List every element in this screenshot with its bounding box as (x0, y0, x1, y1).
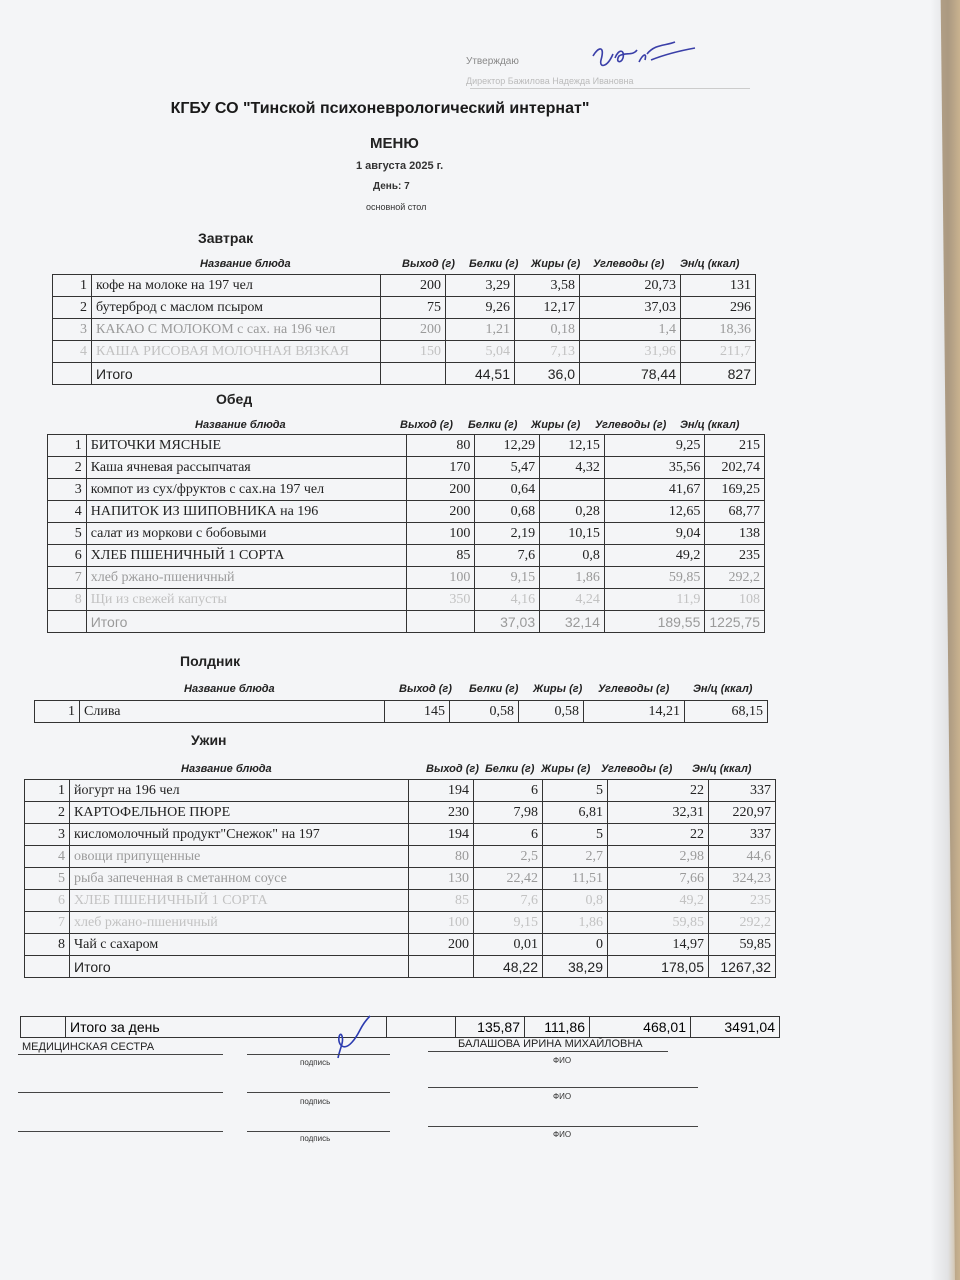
sign-line (247, 1092, 390, 1093)
total-blank (409, 956, 474, 978)
col-out: Выход (г) (402, 258, 455, 270)
dish-energy: 324,23 (709, 868, 776, 890)
row-number: 4 (53, 341, 92, 363)
total-row (25, 956, 776, 978)
dish-name: кисломолочный продукт"Снежок" на 197 (70, 824, 409, 846)
row-number: 1 (48, 435, 87, 457)
table-row (48, 545, 765, 567)
total-protein: 48,22 (474, 956, 543, 978)
day-total-fat: 111,86 (525, 1017, 590, 1038)
col-protein: Белки (г) (469, 683, 519, 695)
col-carbs: Углеводы (г) (598, 683, 670, 695)
dish-carbs: 49,2 (604, 545, 705, 567)
dish-output: 230 (409, 802, 474, 824)
row-number: 8 (48, 589, 87, 611)
dish-name: КАША РИСОВАЯ МОЛОЧНАЯ ВЯЗКАЯ (92, 341, 381, 363)
col-protein: Белки (г) (469, 258, 519, 270)
col-fat: Жиры (г) (533, 683, 583, 695)
col-protein: Белки (г) (468, 419, 518, 431)
dish-fat: 5 (543, 780, 608, 802)
dish-fat: 11,51 (543, 868, 608, 890)
row-number: 8 (25, 934, 70, 956)
dish-protein: 7,98 (474, 802, 543, 824)
day-total-label: Итого за день (66, 1017, 387, 1038)
dish-protein: 22,42 (474, 868, 543, 890)
row-number: 3 (48, 479, 87, 501)
table-row (25, 802, 776, 824)
dish-carbs: 12,65 (604, 501, 705, 523)
row-number: 6 (25, 890, 70, 912)
dinner-table (24, 779, 776, 978)
fio-caption: ФИО (553, 1130, 572, 1139)
dish-fat: 1,86 (543, 912, 608, 934)
dish-name: Слива (80, 701, 385, 723)
dish-fat: 12,17 (515, 297, 580, 319)
dish-carbs: 49,2 (608, 890, 709, 912)
dish-carbs: 9,04 (604, 523, 705, 545)
dish-name: ХЛЕБ ПШЕНИЧНЫЙ 1 СОРТА (86, 545, 406, 567)
dish-carbs: 20,73 (580, 275, 681, 297)
dish-output: 100 (406, 567, 475, 589)
table-row (53, 319, 756, 341)
dish-protein: 6 (474, 780, 543, 802)
col-out: Выход (г) (399, 683, 452, 695)
dish-protein: 9,26 (446, 297, 515, 319)
dish-output: 200 (381, 319, 446, 341)
dish-protein: 0,01 (474, 934, 543, 956)
col-energy: Эн/ц (ккал) (680, 258, 740, 270)
dish-name: хлеб ржано-пшеничный (70, 912, 409, 934)
dish-energy: 59,85 (709, 934, 776, 956)
dish-carbs: 14,97 (608, 934, 709, 956)
row-number: 1 (35, 701, 80, 723)
col-carbs: Углеводы (г) (593, 258, 665, 270)
sign-line (428, 1087, 698, 1088)
dish-name: КАРТОФЕЛЬНОЕ ПЮРЕ (70, 802, 409, 824)
table-row (53, 341, 756, 363)
total-carbs: 189,55 (604, 611, 705, 633)
table-row (53, 297, 756, 319)
sign-caption: подпись (300, 1134, 331, 1143)
row-number: 4 (25, 846, 70, 868)
sign-caption: подпись (300, 1097, 331, 1106)
dish-output: 194 (409, 824, 474, 846)
row-number: 2 (48, 457, 87, 479)
dish-output: 200 (406, 479, 475, 501)
dish-protein: 0,68 (475, 501, 540, 523)
total-energy: 827 (681, 363, 756, 385)
col-name: Название блюда (184, 683, 275, 695)
sign-caption: подпись (300, 1058, 331, 1067)
row-number: 7 (25, 912, 70, 934)
col-fat: Жиры (г) (541, 763, 591, 775)
row-number: 3 (53, 319, 92, 341)
dish-fat: 10,15 (540, 523, 605, 545)
table-row (25, 824, 776, 846)
dish-carbs: 9,25 (604, 435, 705, 457)
lunch-title: Обед (216, 391, 253, 407)
dish-name: БИТОЧКИ МЯСНЫЕ (86, 435, 406, 457)
col-protein: Белки (г) (485, 763, 535, 775)
total-blank (48, 611, 87, 633)
dish-energy: 131 (681, 275, 756, 297)
dish-output: 85 (406, 545, 475, 567)
dish-energy: 68,77 (705, 501, 765, 523)
table-row (48, 457, 765, 479)
page-title: МЕНЮ (370, 135, 419, 152)
table-row (48, 567, 765, 589)
row-number: 4 (48, 501, 87, 523)
dish-energy: 235 (705, 545, 765, 567)
dish-output: 75 (381, 297, 446, 319)
dish-energy: 337 (709, 780, 776, 802)
dish-name: хлеб ржано-пшеничный (86, 567, 406, 589)
dish-energy: 202,74 (705, 457, 765, 479)
col-carbs: Углеводы (г) (595, 419, 667, 431)
dish-carbs: 22 (608, 824, 709, 846)
director-signature (585, 38, 705, 78)
table-row (25, 890, 776, 912)
dish-fat: 6,81 (543, 802, 608, 824)
director-line: Директор Бажилова Надежда Ивановна (466, 76, 634, 86)
sign-line (247, 1054, 390, 1055)
col-out: Выход (г) (400, 419, 453, 431)
approval-underline (470, 88, 750, 89)
table-row (48, 589, 765, 611)
dish-energy: 68,15 (685, 701, 768, 723)
dish-protein: 0,64 (475, 479, 540, 501)
dish-carbs: 59,85 (608, 912, 709, 934)
total-blank (381, 363, 446, 385)
fio-caption: ФИО (553, 1056, 572, 1065)
dish-fat: 2,7 (543, 846, 608, 868)
total-label: Итого (70, 956, 409, 978)
day-total-protein: 135,87 (456, 1017, 525, 1038)
sign-line (18, 1131, 223, 1132)
dish-protein: 0,58 (450, 701, 519, 723)
dish-output: 100 (409, 912, 474, 934)
dish-energy: 296 (681, 297, 756, 319)
dish-carbs: 35,56 (604, 457, 705, 479)
dish-name: компот из сух/фруктов с сах.на 197 чел (86, 479, 406, 501)
dish-name: НАПИТОК ИЗ ШИПОВНИКА на 196 (86, 501, 406, 523)
dish-name: Каша ячневая рассыпчатая (86, 457, 406, 479)
col-name: Название блюда (200, 258, 291, 270)
total-fat: 38,29 (543, 956, 608, 978)
row-number: 3 (25, 824, 70, 846)
total-blank (53, 363, 92, 385)
dish-name: овощи припущенные (70, 846, 409, 868)
total-row (48, 611, 765, 633)
paper-edge (930, 0, 960, 1280)
snack-table (34, 700, 768, 723)
table-row (25, 780, 776, 802)
dish-output: 80 (406, 435, 475, 457)
dish-energy: 169,25 (705, 479, 765, 501)
table-row (25, 934, 776, 956)
dish-protein: 9,15 (474, 912, 543, 934)
sign-line (428, 1126, 698, 1127)
dish-output: 200 (406, 501, 475, 523)
total-energy: 1225,75 (705, 611, 765, 633)
dinner-title: Ужин (191, 732, 227, 748)
dish-output: 85 (409, 890, 474, 912)
dish-name: кофе на молоке на 197 чел (92, 275, 381, 297)
col-name: Название блюда (181, 763, 272, 775)
table-row (35, 701, 768, 723)
total-fat: 36,0 (515, 363, 580, 385)
total-fat: 32,14 (540, 611, 605, 633)
dish-name: КАКАО С МОЛОКОМ с сах. на 196 чел (92, 319, 381, 341)
dish-protein: 6 (474, 824, 543, 846)
sign-line (247, 1131, 390, 1132)
col-energy: Эн/ц (ккал) (693, 683, 753, 695)
col-out: Выход (г) (426, 763, 479, 775)
dish-name: рыба запеченная в сметанном соусе (70, 868, 409, 890)
row-number: 2 (53, 297, 92, 319)
dish-name: ХЛЕБ ПШЕНИЧНЫЙ 1 СОРТА (70, 890, 409, 912)
dish-fat: 0,58 (519, 701, 584, 723)
col-energy: Эн/ц (ккал) (692, 763, 752, 775)
dish-carbs: 31,96 (580, 341, 681, 363)
approval-label: Утверждаю (466, 56, 519, 67)
dish-output: 200 (409, 934, 474, 956)
dish-name: бутерброд с маслом псыром (92, 297, 381, 319)
dish-fat: 4,32 (540, 457, 605, 479)
dish-fat: 1,86 (540, 567, 605, 589)
sign-line (428, 1051, 668, 1052)
total-protein: 44,51 (446, 363, 515, 385)
sign-line (18, 1054, 223, 1055)
row-number: 7 (48, 567, 87, 589)
table-row (48, 435, 765, 457)
dish-energy: 292,2 (705, 567, 765, 589)
dish-fat: 0,8 (540, 545, 605, 567)
sign-line (18, 1092, 223, 1093)
dish-output: 350 (406, 589, 475, 611)
day-total-energy: 3491,04 (691, 1017, 780, 1038)
dish-output: 130 (409, 868, 474, 890)
col-name: Название блюда (195, 419, 286, 431)
dish-protein: 7,6 (474, 890, 543, 912)
total-protein: 37,03 (475, 611, 540, 633)
total-label: Итого (92, 363, 381, 385)
dish-fat: 3,58 (515, 275, 580, 297)
table-row (48, 523, 765, 545)
dish-energy: 18,36 (681, 319, 756, 341)
dish-carbs: 11,9 (604, 589, 705, 611)
breakfast-table (52, 274, 756, 385)
dish-fat: 0,28 (540, 501, 605, 523)
row-number: 5 (25, 868, 70, 890)
lunch-table (47, 434, 765, 633)
table-row (48, 501, 765, 523)
table-row (25, 868, 776, 890)
dish-energy: 235 (709, 890, 776, 912)
total-energy: 1267,32 (709, 956, 776, 978)
dish-output: 145 (385, 701, 450, 723)
dish-carbs: 59,85 (604, 567, 705, 589)
row-number: 5 (48, 523, 87, 545)
nurse-role: МЕДИЦИНСКАЯ СЕСТРА (22, 1041, 155, 1053)
day-total-carbs: 468,01 (590, 1017, 691, 1038)
total-blank (25, 956, 70, 978)
dish-carbs: 2,98 (608, 846, 709, 868)
table-row (25, 912, 776, 934)
dish-name: Чай с сахаром (70, 934, 409, 956)
dish-output: 194 (409, 780, 474, 802)
dish-carbs: 1,4 (580, 319, 681, 341)
dish-carbs: 41,67 (604, 479, 705, 501)
col-carbs: Углеводы (г) (601, 763, 673, 775)
dish-carbs: 32,31 (608, 802, 709, 824)
dish-energy: 44,6 (709, 846, 776, 868)
dish-energy: 292,2 (709, 912, 776, 934)
dish-carbs: 7,66 (608, 868, 709, 890)
total-label: Итого (86, 611, 406, 633)
dish-output: 150 (381, 341, 446, 363)
breakfast-title: Завтрак (198, 230, 254, 246)
day-total-row (21, 1017, 780, 1038)
dish-fat: 0 (543, 934, 608, 956)
total-row (53, 363, 756, 385)
row-number: 6 (48, 545, 87, 567)
dish-name: Щи из свежей капусты (86, 589, 406, 611)
dish-name: салат из моркови с бобовыми (86, 523, 406, 545)
table-row (53, 275, 756, 297)
menu-day: День: 7 (373, 181, 410, 192)
col-fat: Жиры (г) (531, 419, 581, 431)
dish-protein: 1,21 (446, 319, 515, 341)
col-fat: Жиры (г) (531, 258, 581, 270)
dish-energy: 220,97 (709, 802, 776, 824)
dish-output: 200 (381, 275, 446, 297)
dish-fat (540, 479, 605, 501)
dish-output: 100 (406, 523, 475, 545)
dish-fat: 5 (543, 824, 608, 846)
fio-caption: ФИО (553, 1092, 572, 1101)
dish-carbs: 22 (608, 780, 709, 802)
dish-output: 170 (406, 457, 475, 479)
dish-protein: 5,47 (475, 457, 540, 479)
row-number: 1 (25, 780, 70, 802)
dish-fat: 4,24 (540, 589, 605, 611)
dish-protein: 12,29 (475, 435, 540, 457)
snack-title: Полдник (180, 653, 241, 669)
row-number: 2 (25, 802, 70, 824)
dish-name: йогурт на 196 чел (70, 780, 409, 802)
dish-protein: 7,6 (475, 545, 540, 567)
table-row (48, 479, 765, 501)
dish-fat: 0,18 (515, 319, 580, 341)
table-kind: основной стол (366, 202, 427, 212)
dish-carbs: 37,03 (580, 297, 681, 319)
dish-fat: 7,13 (515, 341, 580, 363)
dish-carbs: 14,21 (584, 701, 685, 723)
dish-fat: 12,15 (540, 435, 605, 457)
nurse-name: БАЛАШОВА ИРИНА МИХАЙЛОВНА (458, 1038, 643, 1050)
total-carbs: 78,44 (580, 363, 681, 385)
dish-protein: 9,15 (475, 567, 540, 589)
total-blank (406, 611, 475, 633)
dish-energy: 138 (705, 523, 765, 545)
dish-protein: 2,19 (475, 523, 540, 545)
dish-protein: 5,04 (446, 341, 515, 363)
dish-energy: 337 (709, 824, 776, 846)
total-carbs: 178,05 (608, 956, 709, 978)
col-energy: Эн/ц (ккал) (680, 419, 740, 431)
dish-energy: 211,7 (681, 341, 756, 363)
dish-energy: 215 (705, 435, 765, 457)
menu-date: 1 августа 2025 г. (356, 160, 444, 172)
dish-protein: 3,29 (446, 275, 515, 297)
organization-name: КГБУ СО "Тинской психоневрологический интернат" (170, 100, 590, 117)
row-number: 1 (53, 275, 92, 297)
dish-fat: 0,8 (543, 890, 608, 912)
dish-energy: 108 (705, 589, 765, 611)
dish-output: 80 (409, 846, 474, 868)
day-total-table (20, 1016, 780, 1038)
dish-protein: 4,16 (475, 589, 540, 611)
dish-protein: 2,5 (474, 846, 543, 868)
table-row (25, 846, 776, 868)
